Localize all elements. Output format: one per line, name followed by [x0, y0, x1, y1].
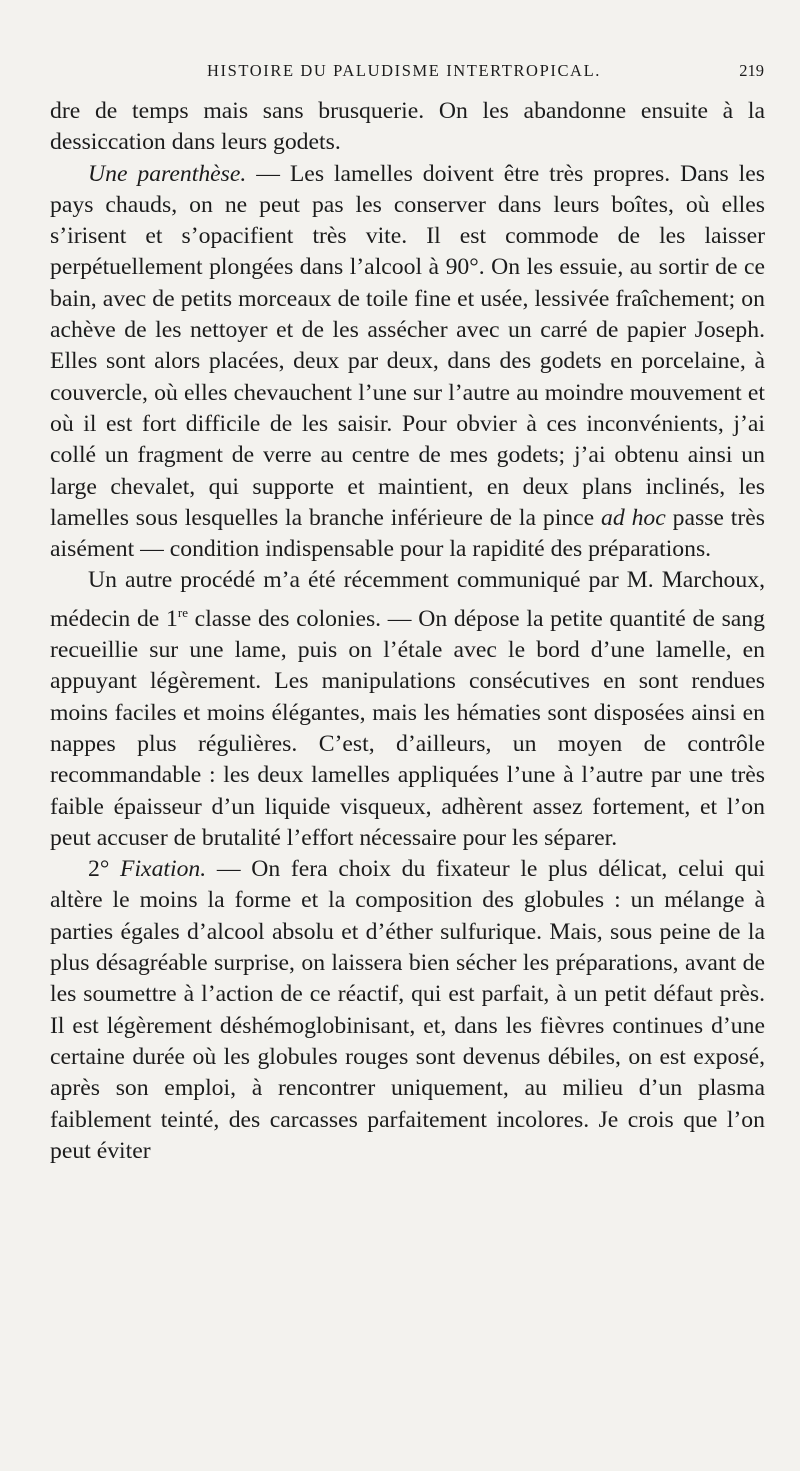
paragraph-parenthese	[50, 159, 765, 566]
superscript: re	[177, 604, 188, 620]
page-header	[44, 57, 764, 87]
section-title-parenthese: Une parenthèse.	[88, 160, 247, 187]
section-number: 2°	[88, 856, 120, 883]
italic-phrase: ad hoc	[601, 504, 666, 531]
paragraph-text: classe des colonies. — On dépose la petite quantité de sang recueillie sur une lame, puis on l’étale avec le bord d’une lamelle, en appuyant légèrement. Les manipulations consécutives en sont rendues moins faciles et moins élégantes, mais les hématies sont disposées ainsi en nappes plus régulières. C’est, d’ailleurs, un moyen de contrôle recommandable : les deux lamelles appliquées l’une à l’autre par une très faible épaisseur d’un liquide visqueux, adhèrent assez fortement, et l’on peut accuser de brutalité l’effort nécessaire pour les séparer.	[50, 605, 765, 851]
paragraph-text: Un autre procédé m’a été récemment communiqué par M. Marchoux, médecin de 1	[50, 567, 765, 632]
running-title: HISTOIRE DU PALUDISME INTERTROPICAL.	[207, 61, 601, 80]
body-text	[50, 96, 765, 1167]
paragraph-text: passe très aisément — condition indispensable pour la rapidité des préparations.	[50, 504, 766, 563]
paragraph-marchoux	[50, 565, 765, 854]
paragraph-text: — Les lamelles doivent être très propres. Dans les pays chauds, on ne peut pas les conserver dans leurs boîtes, où elles s’irisent et s’opacifient très vite. Il est commode de les laisser perpétuellement plongées dans l’alcool à 90°. On les essuie, au sortir de ce bain, avec de petits morceaux de toile fine et usée, lessivée fraîchement; on achève de les nettoyer et de les assécher avec un carré de papier Joseph. Elles sont alors placées, deux par deux, dans des godets en porcelaine, à couvercle, où elles chevauchent l’une sur l’autre au moindre mouvement et où il est fort difficile de les saisir. Pour obvier à ces inconvénients, j’ai collé un fragment de verre au centre de mes godets; j’ai obtenu ainsi un large chevalet, qui supporte et maintient, en deux plans inclinés, les lamelles sous lesquelles la branche inférieure de la pince	[50, 160, 765, 531]
paragraph-continuation	[50, 96, 765, 159]
section-title-fixation: Fixation.	[120, 856, 207, 883]
paragraph-text: dre de temps mais sans brusquerie. On les abandonne ensuite à la dessiccation dans leurs godets.	[50, 98, 765, 156]
paragraph-text: — On fera choix du fixateur le plus délicat, celui qui altère le moins la forme et la composition des globules : un mélange à parties égales d’alcool absolu et d’éther sulfurique. Mais, sous peine de la plus désagréable surprise, on laissera bien sécher les préparations, avant de les soumettre à l’action de ce réactif, qui est parfait, à un petit défaut près. Il est légèrement déshémoglobinisant, et, dans les fièvres continues d’une certaine durée où les globules rouges sont devenus débiles, on est exposé, après son emploi, à rencontrer uniquement, au milieu d’un plasma faiblement teinté, des carcasses parfaitement incolores. Je crois que l’on peut éviter	[50, 856, 765, 1164]
page-number: 219	[739, 61, 764, 80]
paragraph-fixation	[50, 854, 765, 1167]
